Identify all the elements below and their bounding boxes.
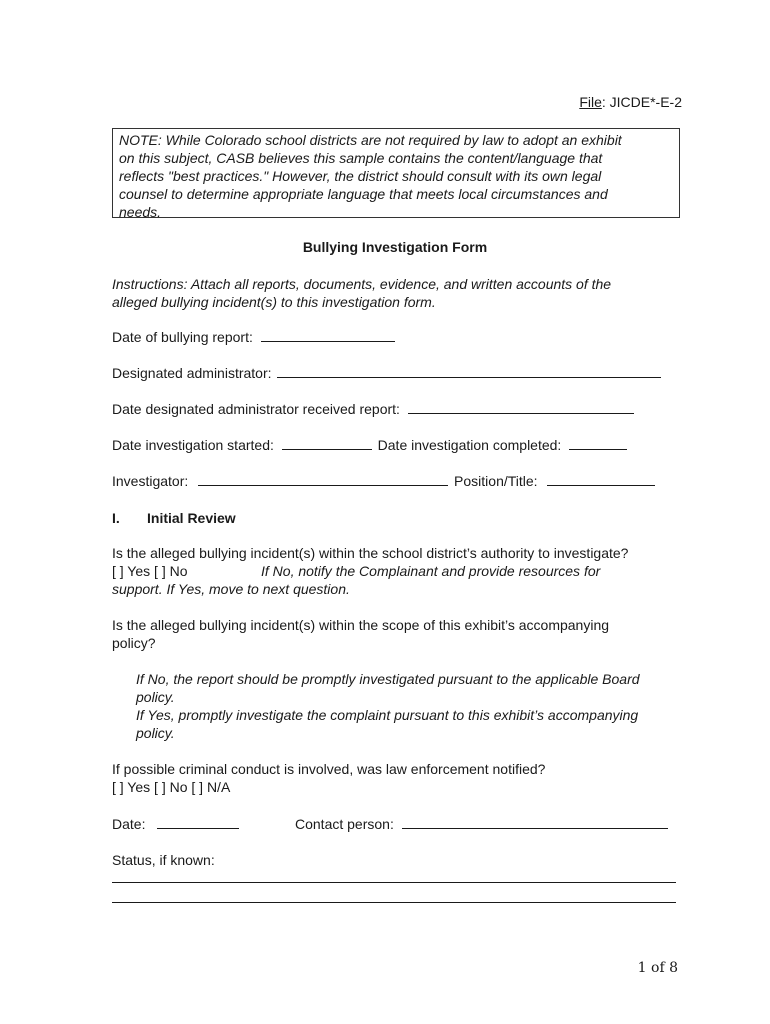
notification-date-label: Date: xyxy=(112,816,146,832)
section-heading: Initial Review xyxy=(147,510,236,526)
investigator-label: Investigator: xyxy=(112,473,189,489)
file-reference xyxy=(579,94,682,110)
question-authority-note-1: If No, notify the Complainant and provide resources for xyxy=(261,563,601,579)
designated-admin-field[interactable] xyxy=(277,365,661,378)
date-of-report-row xyxy=(112,329,395,345)
note-line: needs. xyxy=(119,204,162,220)
question-authority-note-2: support. If Yes, move to next question. xyxy=(112,581,350,597)
status-line-2[interactable] xyxy=(112,902,676,903)
investigation-dates-row xyxy=(112,437,627,453)
form-title: Bullying Investigation Form xyxy=(302,239,488,255)
question-law-enforcement-options[interactable]: [ ] Yes [ ] No [ ] N/A xyxy=(112,779,231,795)
notification-date-row xyxy=(112,816,239,832)
note-line: NOTE: While Colorado school districts are not required by law to adopt an exhibit xyxy=(119,132,622,148)
date-of-report-label: Date of bullying report: xyxy=(112,329,253,345)
note-box xyxy=(112,128,680,218)
instructions-line-1: Instructions: Attach all reports, documents, evidence, and written accounts of the xyxy=(112,276,612,292)
page-number: 1 of 8 xyxy=(637,960,678,976)
contact-person-row xyxy=(295,816,668,832)
question-authority: Is the alleged bullying incident(s) within the school district’s authority to investigate? xyxy=(112,545,629,561)
question-authority-options[interactable]: [ ] Yes [ ] No xyxy=(112,563,188,579)
note-line: counsel to determine appropriate language that meets local circumstances and xyxy=(119,186,608,202)
date-admin-received-label: Date designated administrator received report: xyxy=(112,401,400,417)
position-label: Position/Title: xyxy=(454,473,538,489)
section-number: I. xyxy=(112,510,120,526)
investigator-field[interactable] xyxy=(198,473,448,486)
contact-person-label: Contact person: xyxy=(295,816,394,832)
status-label: Status, if known: xyxy=(112,852,215,868)
date-admin-received-row xyxy=(112,401,634,417)
date-admin-received-field[interactable] xyxy=(408,401,634,414)
instructions-line-2: alleged bullying incident(s) to this investigation form. xyxy=(112,294,436,310)
note-line: reflects "best practices." However, the district should consult with its own legal xyxy=(119,168,602,184)
designated-admin-row xyxy=(112,365,661,381)
question-scope-line-2: policy? xyxy=(112,635,156,651)
investigator-row xyxy=(112,473,655,489)
scope-if-yes-line-1: If Yes, promptly investigate the complaint pursuant to this exhibit’s accompanying xyxy=(136,707,639,723)
position-field[interactable] xyxy=(547,473,655,486)
file-value: : JICDE*-E-2 xyxy=(601,94,682,110)
scope-if-yes-line-2: policy. xyxy=(136,725,175,741)
date-completed-label: Date investigation completed: xyxy=(377,437,562,453)
note-line: on this subject, CASB believes this sample contains the content/language that xyxy=(119,150,603,166)
date-completed-field[interactable] xyxy=(569,437,627,450)
date-started-label: Date investigation started: xyxy=(112,437,274,453)
question-scope-line-1: Is the alleged bullying incident(s) within the scope of this exhibit’s accompanying xyxy=(112,617,610,633)
contact-person-field[interactable] xyxy=(402,816,668,829)
designated-admin-label: Designated administrator: xyxy=(112,365,272,381)
notification-date-field[interactable] xyxy=(157,816,239,829)
file-label: File xyxy=(579,94,602,110)
scope-if-no-line-1: If No, the report should be promptly investigated pursuant to the applicable Board xyxy=(136,671,640,687)
question-law-enforcement: If possible criminal conduct is involved, was law enforcement notified? xyxy=(112,761,546,777)
scope-if-no-line-2: policy. xyxy=(136,689,175,705)
date-started-field[interactable] xyxy=(282,437,372,450)
date-of-report-field[interactable] xyxy=(261,329,395,342)
status-line-1[interactable] xyxy=(112,882,676,883)
